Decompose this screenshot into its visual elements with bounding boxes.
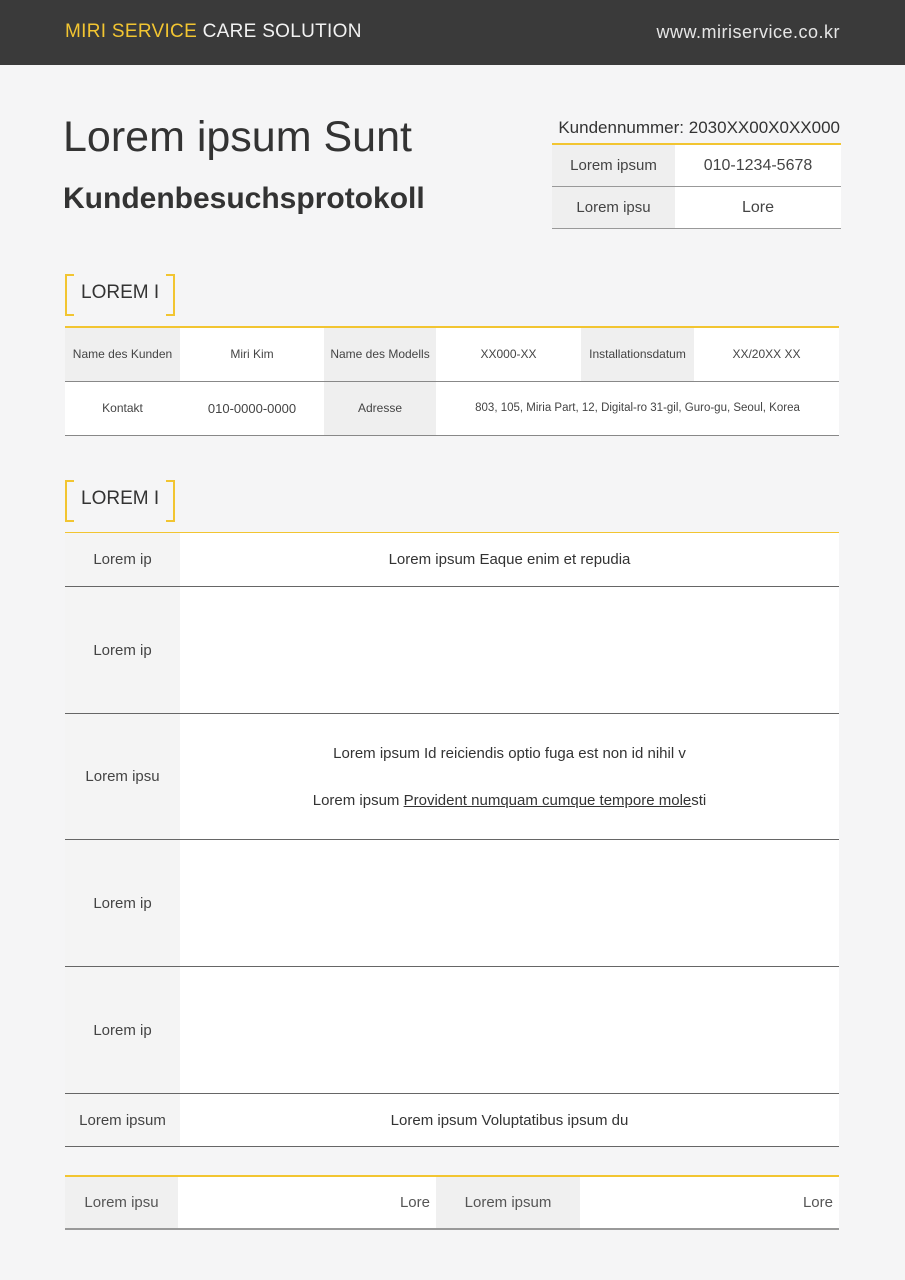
visit-record-table bbox=[65, 532, 839, 1147]
footer-label: Lorem ipsu bbox=[65, 1176, 178, 1229]
customer-name-value: Miri Kim bbox=[180, 327, 324, 381]
table-row bbox=[65, 327, 839, 381]
row-label: Lorem ipsu bbox=[65, 714, 180, 840]
table-row bbox=[65, 587, 839, 714]
row-value[interactable] bbox=[180, 714, 839, 840]
info-value: Lore bbox=[675, 187, 841, 228]
address-value: 803, 105, Miria Part, 12, Digital-ro 31-gil, Guro-gu, Seoul, Korea bbox=[436, 381, 839, 435]
value-line-1: Lorem ipsum Id reiciendis optio fuga est non id nihil v bbox=[333, 744, 686, 762]
value-line-2-end: sti bbox=[691, 791, 707, 809]
contact-info-box bbox=[552, 143, 841, 229]
info-label: Lorem ipsum bbox=[552, 145, 675, 186]
row-label: Lorem ipsum bbox=[65, 1094, 180, 1147]
section-1-title: LOREM I bbox=[65, 274, 175, 312]
info-row bbox=[552, 187, 841, 229]
row-label: Lorem ip bbox=[65, 840, 180, 967]
info-row bbox=[552, 145, 841, 187]
customer-name-label: Name des Kunden bbox=[65, 327, 180, 381]
info-value: 010-1234-5678 bbox=[675, 145, 841, 186]
brand-logo-text bbox=[65, 21, 362, 43]
contact-value: 010-0000-0000 bbox=[180, 381, 324, 435]
row-label: Lorem ip bbox=[65, 587, 180, 714]
install-date-label: Installationsdatum bbox=[581, 327, 694, 381]
table-row bbox=[65, 1176, 839, 1229]
table-row bbox=[65, 840, 839, 967]
model-name-value: XX000-XX bbox=[436, 327, 581, 381]
customer-number: Kundennummer: 2030XX00X0XX000 bbox=[558, 118, 840, 137]
brand-accent-text: MIRI SERVICE bbox=[65, 21, 198, 42]
table-row bbox=[65, 714, 839, 840]
row-label: Lorem ip bbox=[65, 533, 180, 587]
section-2-title: LOREM I bbox=[65, 480, 175, 518]
document-subtitle: Kundenbesuchsprotokoll bbox=[63, 182, 425, 215]
value-line-2 bbox=[180, 792, 839, 809]
underlined-text: Provident numquam cumque tempore mole bbox=[403, 791, 692, 809]
row-value[interactable]: Lorem ipsum Voluptatibus ipsum du bbox=[180, 1094, 839, 1147]
table-row bbox=[65, 381, 839, 435]
footer-value[interactable]: Lore bbox=[580, 1176, 839, 1229]
brand-rest-text: CARE SOLUTION bbox=[197, 21, 362, 42]
table-row bbox=[65, 1094, 839, 1147]
row-value[interactable] bbox=[180, 840, 839, 967]
model-name-label: Name des Modells bbox=[324, 327, 436, 381]
address-label: Adresse bbox=[324, 381, 436, 435]
website-url[interactable]: www.miriservice.co.kr bbox=[656, 22, 840, 42]
footer-label: Lorem ipsum bbox=[436, 1176, 580, 1229]
install-date-value: XX/20XX XX bbox=[694, 327, 839, 381]
contact-label: Kontakt bbox=[65, 381, 180, 435]
document-title: Lorem ipsum Sunt bbox=[63, 113, 412, 161]
row-value[interactable] bbox=[180, 587, 839, 714]
top-bar bbox=[0, 0, 905, 65]
row-value[interactable]: Lorem ipsum Eaque enim et repudia bbox=[180, 533, 839, 587]
table-row bbox=[65, 533, 839, 587]
row-value[interactable] bbox=[180, 967, 839, 1094]
row-label: Lorem ip bbox=[65, 967, 180, 1094]
footer-value[interactable]: Lore bbox=[178, 1176, 436, 1229]
table-row bbox=[65, 967, 839, 1094]
value-line-2-start: Lorem ipsum bbox=[312, 791, 404, 809]
customer-info-table bbox=[65, 326, 839, 436]
footer-table bbox=[65, 1175, 839, 1230]
info-label: Lorem ipsu bbox=[552, 187, 675, 228]
